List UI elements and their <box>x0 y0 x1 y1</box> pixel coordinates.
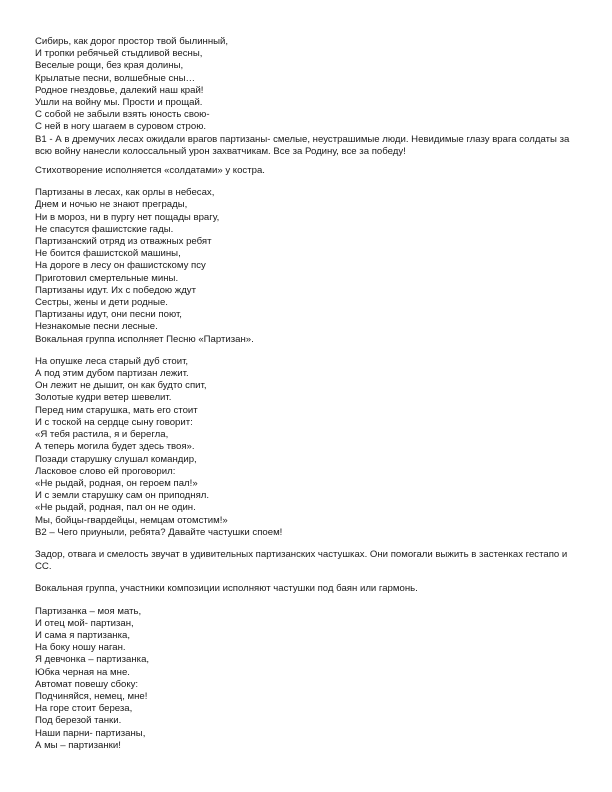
text-line: И с земли старушку сам он приподнял. <box>35 490 210 502</box>
text-line: Юбка черная на мне. <box>35 666 130 678</box>
text-line: Он лежит не дышит, он как будто спит, <box>35 380 207 392</box>
text-line: Партизаны идут, они песни поют, <box>35 309 182 321</box>
text-line: «Не рыдай, родная, пал он не один. <box>35 502 196 514</box>
text-line: И с тоской на сердце сыну говорит: <box>35 416 193 428</box>
stanza-siberia <box>35 36 572 158</box>
text-line: Незнакомые песни лесные. <box>35 321 158 333</box>
text-line: Подчиняйся, немец, мне! <box>35 690 148 702</box>
stanza-chastushki <box>35 606 572 752</box>
text-line: С собой не забыли взять юность свою- <box>35 109 210 121</box>
narration-paragraph: Задор, отвага и смелость звучат в удивительных партизанских частушках. Они помогали выжить в застенках гестапо и СС. <box>35 548 568 573</box>
text-line: Автомат повешу сбоку: <box>35 678 139 690</box>
narration-paragraph: В1 - А в дремучих лесах ожидали врагов партизаны- смелые, неустрашимые люди. Невидимые глазу врага солдаты за всю войну нанесли колоссальный урон захватчикам. Все за Родину, все за победу! <box>35 133 570 157</box>
text-line: Вокальная группа, участники композиции исполняют частушки под баян или гармонь. <box>35 583 418 595</box>
stanza-old-oak <box>35 356 572 539</box>
text-line: На опушке леса старый дуб стоит, <box>35 355 189 367</box>
text-line: Стихотворение исполняется «солдатами» у костра. <box>35 165 265 177</box>
stage-direction <box>35 583 572 595</box>
text-line: Днем и ночью не знают преграды, <box>35 199 188 211</box>
stage-direction <box>35 165 572 177</box>
text-line: И сама я партизанка, <box>35 629 131 641</box>
text-line: Сестры, жены и дети родные. <box>35 297 168 309</box>
text-line: Партизаны идут. Их с победою ждут <box>35 284 196 296</box>
text-line: С ней в ногу шагаем в суровом строю. <box>35 121 207 133</box>
text-line: Крылатые песни, волшебные сны… <box>35 72 196 84</box>
text-line: «Не рыдай, родная, он героем пал!» <box>35 477 198 489</box>
text-line: И отец мой- партизан, <box>35 617 134 629</box>
text-line: Родное гнездовье, далекий наш край! <box>35 84 204 96</box>
text-line: Перед ним старушка, мать его стоит <box>35 404 198 416</box>
text-line: Партизанский отряд из отважных ребят <box>35 236 212 248</box>
text-line: Позади старушку слушал командир, <box>35 453 197 465</box>
text-line: Приготовил смертельные мины. <box>35 272 179 284</box>
text-line: Не спасутся фашистские гады. <box>35 223 174 235</box>
text-line: Сибирь, как дорог простор твой былинный, <box>35 36 229 47</box>
text-line: «Я тебя растила, я и берегла, <box>35 429 169 441</box>
text-line: Веселые рощи, без края долины, <box>35 60 184 72</box>
text-line: На боку ношу наган. <box>35 642 126 654</box>
text-line: Мы, бойцы-гвардейцы, немцам отомстим!» <box>35 514 228 526</box>
text-line: Не боится фашистской машины, <box>35 248 181 260</box>
text-line: Ни в мороз, ни в пургу нет пощады врагу, <box>35 211 220 223</box>
text-line: А теперь могила будет здесь твоя». <box>35 441 195 453</box>
text-line: И тропки ребячьей стыдливой весны, <box>35 48 203 60</box>
text-line: Ласковое слово ей проговорил: <box>35 465 176 477</box>
text-line: На дороге в лесу он фашистскому псу <box>35 260 206 272</box>
text-line: Партизанка – моя мать, <box>35 605 142 617</box>
text-line: Партизаны в лесах, как орлы в небесах, <box>35 187 215 199</box>
text-line: На горе стоит береза, <box>35 703 133 715</box>
text-line: Ушли на войну мы. Прости и прощай. <box>35 97 203 109</box>
text-line: Я девчонка – партизанка, <box>35 654 150 666</box>
text-line: В2 – Чего приуныли, ребята? Давайте частушки споем! <box>35 526 283 538</box>
stanza-partisans-in-forests <box>35 187 572 346</box>
narration-chastushki <box>35 549 572 573</box>
text-line: А под этим дубом партизан лежит. <box>35 368 189 380</box>
text-line: Золотые кудри ветер шевелит. <box>35 392 172 404</box>
text-line: Наши парни- партизаны, <box>35 727 146 739</box>
text-line: А мы – партизанки! <box>35 739 121 751</box>
text-line: Вокальная группа исполняет Песню «Партизан». <box>35 333 254 345</box>
text-line: Под березой танки. <box>35 715 122 727</box>
